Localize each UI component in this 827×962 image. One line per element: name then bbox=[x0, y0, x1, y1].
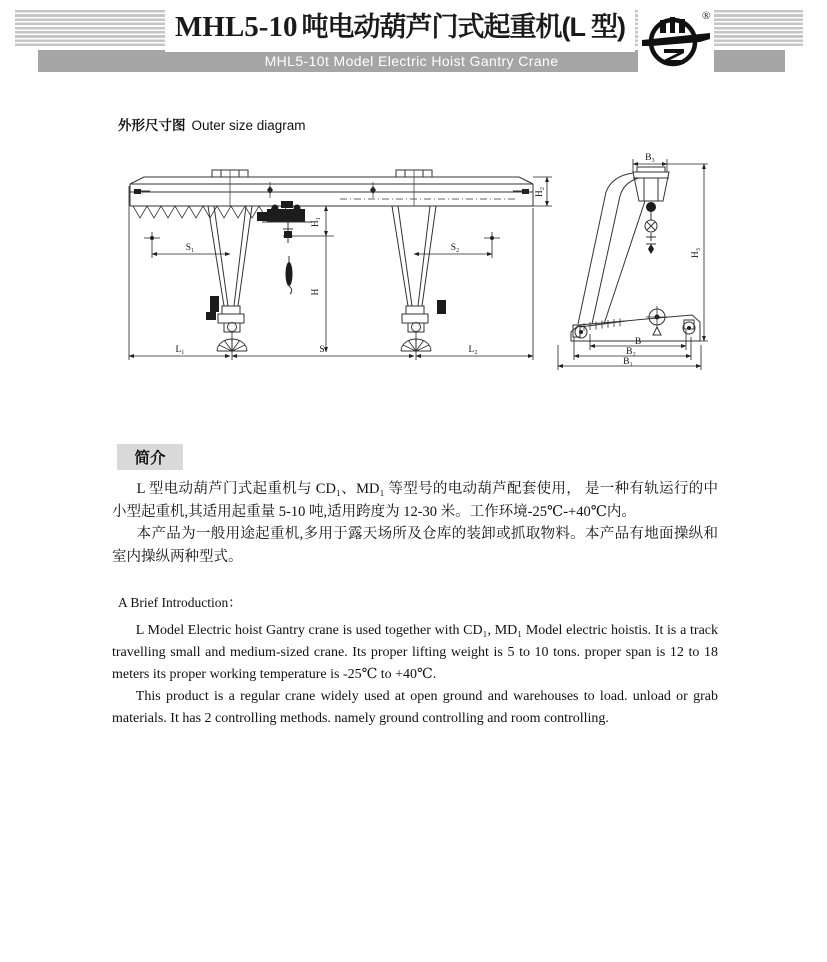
dim-label-b1: B₁ bbox=[623, 357, 633, 367]
dim-label-h2: H₂ bbox=[535, 186, 545, 198]
dim-label-s2: S₂ bbox=[450, 243, 460, 253]
dim-label-h1: H₁ bbox=[311, 216, 321, 228]
intro-heading-en: A Brief Introduction： bbox=[118, 595, 242, 610]
intro-heading-cn: 简介 bbox=[134, 450, 166, 467]
title-chinese: 吨电动葫芦门式起重机(L 型) bbox=[301, 12, 625, 42]
intro-chinese-text bbox=[112, 478, 718, 568]
cn-paragraph-1: L 型电动葫芦门式起重机与 CD₁、MD₁ 等型号的电动葫芦配套使用， 是一种有轨运行的中小型起重机,其适用起重量 5-10 吨,适用跨度为 12-30 米。工作环境-25℃-+40℃内。 bbox=[112, 481, 718, 520]
diagram-heading-cn: 外形尺寸图 bbox=[118, 118, 186, 133]
diagram-section-heading bbox=[118, 114, 306, 134]
crane-outline-drawing bbox=[110, 145, 760, 405]
front-view-drawing bbox=[130, 170, 533, 351]
intro-english-text bbox=[112, 592, 718, 730]
registered-mark: ® bbox=[702, 10, 711, 22]
diagram-heading-en: Outer size diagram bbox=[191, 118, 306, 133]
dim-label-h: H bbox=[311, 288, 321, 296]
dim-label-b: B bbox=[634, 337, 642, 347]
subtitle-text: MHL5-10t Model Electric Hoist Gantry Crane bbox=[264, 53, 559, 69]
dim-label-b3: B₃ bbox=[645, 153, 655, 163]
dim-label-l2: L₂ bbox=[468, 345, 478, 355]
front-view-dimensions bbox=[129, 177, 552, 360]
en-paragraph-2: This product is a regular crane widely used at open ground and warehouses to load. unload or grab materials. It has 2 controlling methods. namely ground controlling and room controlling. bbox=[112, 689, 718, 726]
title-model-number: MHL5-10 bbox=[175, 11, 298, 43]
dim-label-b2: B₂ bbox=[626, 347, 636, 357]
brand-logo bbox=[638, 4, 714, 74]
cn-paragraph-2: 本产品为一般用途起重机,多用于露天场所及仓库的装卸或抓取物料。本产品有地面操纵和室内操纵两种型式。 bbox=[112, 526, 718, 565]
hoist-trolley bbox=[257, 201, 312, 243]
side-view-drawing bbox=[571, 167, 700, 341]
hook bbox=[286, 256, 293, 294]
page-title bbox=[165, 7, 635, 52]
dim-label-s1: S₁ bbox=[185, 243, 195, 253]
dim-label-l1: L₁ bbox=[175, 345, 185, 355]
intro-heading-box bbox=[117, 444, 183, 470]
dim-label-h3: H₃ bbox=[691, 247, 701, 259]
dim-label-s: S bbox=[319, 345, 325, 355]
brand-logo-icon bbox=[640, 6, 712, 72]
en-paragraph-1: L Model Electric hoist Gantry crane is used together with CD₁, MD₁ Model electric hoistis. It is a track travelling small and medium-sized crane. Its proper lifting weight is 5 to 10 tons. proper span is 12 to 18 meters its proper working temperature is -25℃ to +40℃. bbox=[112, 623, 718, 682]
